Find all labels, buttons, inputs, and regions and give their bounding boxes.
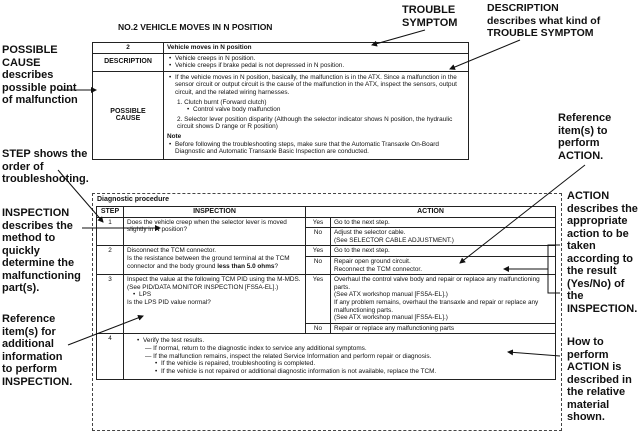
callout-line: describes xyxy=(2,69,54,81)
callout-line: How to xyxy=(567,336,604,348)
callout-line: the relative xyxy=(567,386,626,398)
callout-line: troubleshooting. xyxy=(2,173,89,185)
diagnostic-title: Diagnostic procedure xyxy=(97,196,169,203)
arrow-how-to xyxy=(508,352,560,356)
action-line: (See ATX workshop manual [FS5A-EL].) xyxy=(334,291,448,299)
callout-line: described in xyxy=(567,373,632,386)
callout-line: INSPECTION xyxy=(2,207,70,219)
callout-line: the result xyxy=(567,265,617,277)
callout-line: additional xyxy=(2,338,54,350)
callout-line: TROUBLE xyxy=(402,4,456,16)
callout-line: appropriate xyxy=(567,215,628,227)
no-label: No xyxy=(306,228,331,246)
header-step: STEP xyxy=(97,207,124,218)
cause-1-sub: • Control valve body malfunction xyxy=(193,106,465,114)
yes-label: Yes xyxy=(306,246,331,257)
no-label: No xyxy=(306,256,331,274)
callout-line: information xyxy=(2,350,63,363)
callout-line: order of xyxy=(2,160,44,173)
callout-line: SYMPTOM xyxy=(402,16,458,29)
yes-label: Yes xyxy=(306,275,331,324)
verify-line: — If normal, return to the diagnostic index to service any additional symptoms. xyxy=(145,344,367,352)
callout-line: of malfunction xyxy=(2,94,78,106)
callout-line: ACTION is xyxy=(567,361,622,373)
action-line: If any problem remains, overhaul the transaxle and repair or replace any malfunctioning parts. xyxy=(334,298,539,314)
callout-line: ACTION. xyxy=(558,149,604,162)
callout-line: item(s) for xyxy=(2,325,56,338)
symptom-title: Vehicle moves in N position xyxy=(164,43,469,54)
step-number: 4 xyxy=(97,334,124,380)
action-line: (See SELECTOR CABLE ADJUSTMENT.) xyxy=(334,236,454,244)
note-text: • Before following the troubleshooting steps, make sure that the Automatic Transaxle On-Board Diagnostic and Automatic Transaxle Basic Inspection are conducted. xyxy=(175,141,465,156)
label-line: CAUSE xyxy=(115,115,141,123)
inspection-text: ? xyxy=(274,262,279,270)
callout-line: DESCRIPTION xyxy=(487,2,559,14)
verify-line: • If the vehicle is not repaired or additional diagnostic information is not available, replace the TCM. xyxy=(161,368,552,376)
verify-line: — If the malfunction remains, inspect the related Service Information and perform repair or diagnosis. xyxy=(145,352,432,360)
callout-line: Reference xyxy=(558,112,612,124)
yes-action: Go to the next step. xyxy=(331,246,556,257)
callout-line: determine the xyxy=(2,257,75,269)
description-item: • Vehicle creeps in N position. xyxy=(175,55,465,63)
yes-label: Yes xyxy=(306,217,331,228)
header-inspection: INSPECTION xyxy=(124,207,306,218)
callout-line: STEP shows the xyxy=(2,148,88,160)
callout-line: CAUSE xyxy=(2,56,41,69)
callout-line: to perform xyxy=(2,363,57,375)
cause-1: 1. Clutch burnt (Forward clutch) xyxy=(177,98,267,106)
inspection-bold: less than 5.0 ohms xyxy=(217,262,275,270)
callout-line: describes the xyxy=(2,219,73,232)
arrow-trouble-symptom xyxy=(372,30,425,45)
verify-line: • If the vehicle is repaired, troubleshooting is completed. xyxy=(161,360,552,368)
callout-line: action to be xyxy=(567,227,629,240)
callout-line: (Yes/No) of xyxy=(567,277,625,290)
arrow-reference-left xyxy=(68,316,143,345)
inspection-bullet: • LPS xyxy=(139,291,302,299)
symptom-number: 2 xyxy=(93,43,164,54)
step-inspection: Does the vehicle creep when the selector lever is moved slightly in N position? xyxy=(124,217,306,246)
inspection-line: Is the LPS PID value normal? xyxy=(127,298,211,306)
arrow-step xyxy=(58,170,103,222)
callout-line: POSSIBLE xyxy=(2,44,58,56)
action-line: Repair open ground circuit. xyxy=(334,257,411,265)
no-action: Repair or replace any malfunctioning parts xyxy=(331,323,556,334)
inspection-line: Disconnect the TCM connector. xyxy=(127,247,217,255)
inspection-text: Is the resistance between the ground terminal at the TCM connector and the body ground xyxy=(127,254,290,270)
verify-text: If normal, return to the diagnostic index to service any additional symptoms. xyxy=(153,344,367,352)
callout-line: INSPECTION. xyxy=(567,302,638,315)
callout-line: describes what kind of xyxy=(487,14,601,27)
callout-line: describes the xyxy=(567,202,638,215)
arrow-reference-right xyxy=(460,165,585,263)
description-item: • Vehicle creeps if brake pedal is not depressed in N position. xyxy=(175,62,465,70)
cause-2: 2. Selector lever position disparity (Although the selector indicator shows N position, the hydraulic circuit shows D range or R position) xyxy=(177,115,453,131)
callout-line: part(s). xyxy=(2,282,40,294)
step-number: 1 xyxy=(97,217,124,246)
callout-line: method to xyxy=(2,232,56,244)
callout-line: possible point xyxy=(2,81,77,94)
yes-action: Go to the next step. xyxy=(331,217,556,228)
callout-line: INSPECTION. xyxy=(2,375,73,388)
arrow-description xyxy=(450,40,520,69)
inspection-line: (See PID/DATA MONITOR INSPECTION [FS5A-EL].) xyxy=(127,283,279,291)
note-label: Note xyxy=(167,132,182,140)
action-line: Reconnect the TCM connector. xyxy=(334,265,422,273)
callout-line: quickly xyxy=(2,244,40,257)
callout-line: item(s) to xyxy=(558,124,608,137)
callout-line: Reference xyxy=(2,313,56,325)
action-line: (See ATX workshop manual [FS5A-EL].) xyxy=(334,314,448,322)
verify-line: • Verify the test results. xyxy=(143,337,552,345)
callout-line: according to xyxy=(567,252,634,265)
inspection-line: Inspect the value at the following TCM PID using the M-MDS. xyxy=(127,276,301,284)
callout-line: perform xyxy=(558,137,600,149)
callout-line: malfunctioning xyxy=(2,269,81,282)
callout-line: ACTION xyxy=(567,190,610,202)
bracket-action xyxy=(548,245,560,293)
callout-line: shown. xyxy=(567,411,605,423)
action-line: Overhaul the control valve body and repair or replace any malfunctioning parts. xyxy=(334,276,540,291)
label-line: POSSIBLE xyxy=(110,107,146,115)
action-line: Adjust the selector cable. xyxy=(334,229,406,237)
header-action: ACTION xyxy=(306,207,556,218)
callout-line: TROUBLE SYMPTOM xyxy=(487,27,594,39)
description-label: DESCRIPTION xyxy=(93,53,164,71)
no-label: No xyxy=(306,323,331,334)
verify-text: If the malfunction remains, inspect the related Service Information and perform repair or diagnosis. xyxy=(153,352,432,360)
callout-line: taken xyxy=(567,240,596,252)
callout-line: the xyxy=(567,290,584,302)
step-number: 3 xyxy=(97,275,124,334)
callout-line: material xyxy=(567,398,610,411)
doc-title: NO.2 VEHICLE MOVES IN N POSITION xyxy=(118,22,273,32)
cause-intro: • If the vehicle moves in N position, basically, the malfunction is in the ATX. Since a malfunction in the sensor circuit or output circuit is the cause of the malfunction in the ATX, inspect the sensors, output circuit, and the related wiring harnesses. xyxy=(175,74,465,97)
callout-line: perform xyxy=(567,348,609,361)
step-number: 2 xyxy=(97,246,124,275)
